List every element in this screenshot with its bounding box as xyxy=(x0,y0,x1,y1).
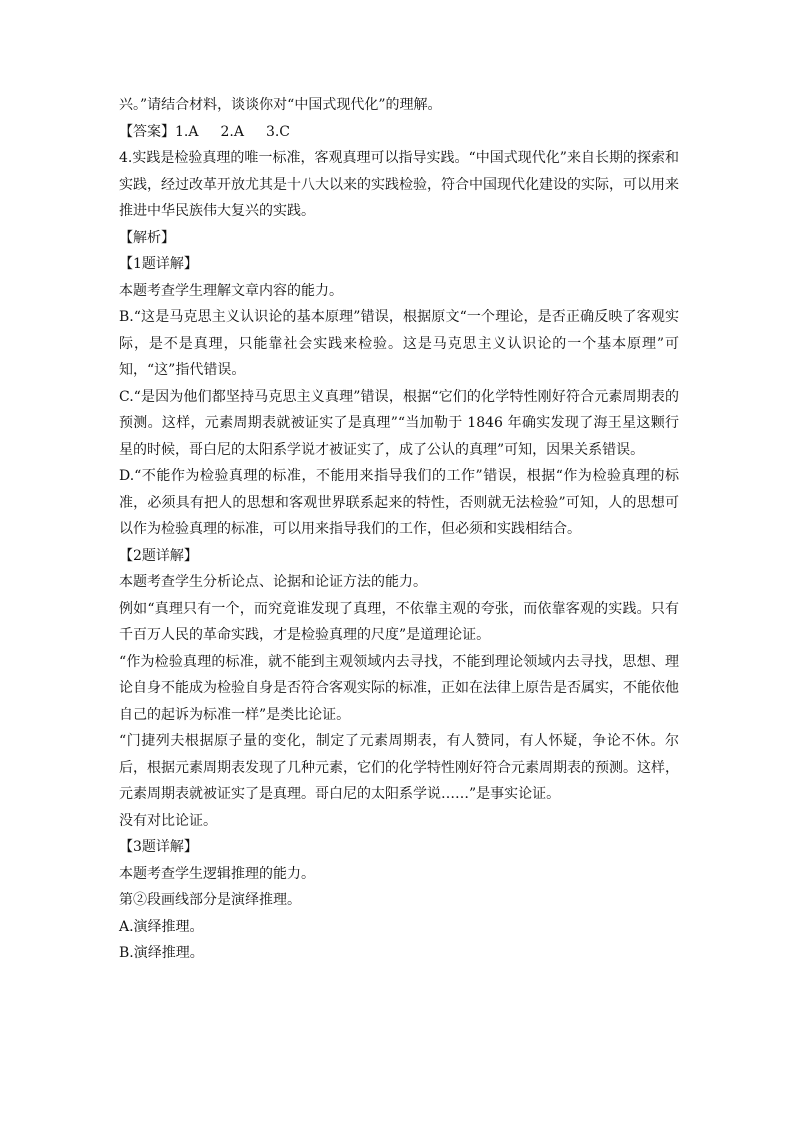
section-heading-q2: 【2题详解】 xyxy=(119,547,198,564)
q2-example-2: “作为检验真理的标准，就不能到主观领域内去寻找，不能到理论领域内去寻找，思想、理论自身不能成为检验自身是否符合客观实际的标准，正如在法律上原告是否属实，不能依他自己的起诉为标准一样”是类比论证。 xyxy=(119,653,679,723)
q3-statement: 第②段画线部分是演绎推理。 xyxy=(119,892,301,908)
q1-intro: 本题考查学生理解文章内容的能力。 xyxy=(119,282,343,299)
answer-label: 【答案】 xyxy=(119,123,175,140)
document-body xyxy=(119,92,679,967)
answer-item-2: 2.A xyxy=(220,123,244,140)
q3-intro: 本题考查学生逻辑推理的能力。 xyxy=(119,865,315,882)
answer-item-1: 1.A xyxy=(175,123,199,140)
q1-option-d: D.“不能作为检验真理的标准，不能用来指导我们的工作”错误，根据“作为检验真理的标准，必须具有把人的思想和客观世界联系起来的特性，否则就无法检验”可知，人的思想可以作为检验真理的标准，可以用来指导我们的工作，但必须和实践相结合。 xyxy=(119,468,679,537)
q2-example-1: 例如“真理只有一个，而究竟谁发现了真理，不依靠主观的夸张，而依靠客观的实践。只有千百万人民的革命实践，才是检验真理的尺度”是道理论证。 xyxy=(119,600,679,643)
section-heading-q3: 【3题详解】 xyxy=(119,839,198,855)
q1-option-c: C.“是因为他们都坚持马克思主义真理”错误，根据“它们的化学特性刚好符合元素周期表的预测。这样，元素周期表就被证实了是真理”“当加勒于 1846 年确实发现了海王星这颗行星的时候，哥白尼的太阳系学说才被证实了，成了公认的真理”可知，因果关系错误。 xyxy=(119,388,679,458)
section-heading-q1: 【1题详解】 xyxy=(119,256,198,272)
answer-item-3: 3.C xyxy=(265,123,291,140)
q3-option-a: A.演绎推理。 xyxy=(119,918,204,935)
section-heading-analysis: 【解析】 xyxy=(119,229,175,246)
question-tail: 兴。”请结合材料，谈谈你对“中国式现代化”的理解。 xyxy=(119,97,442,113)
q2-intro: 本题考查学生分析论点、论据和论证方法的能力。 xyxy=(119,574,427,590)
answer-4-text: 4.实践是检验真理的唯一标准，客观真理可以指导实践。“中国式现代化”来自长期的探索和实践，经过改革开放尤其是十八大以来的实践检验，符合中国现代化建设的实际，可以用来推进中华民族伟大复兴的实践。 xyxy=(119,150,679,219)
q2-example-3: “门捷列夫根据原子量的变化，制定了元素周期表，有人赞同，有人怀疑，争论不休。尔后，根据元素周期表发现了几种元素，它们的化学特性刚好符合元素周期表的预测。这样，元素周期表就被证实了是真理。哥白尼的太阳系学说……”是事实论证。 xyxy=(119,733,679,802)
q3-option-b: B.演绎推理。 xyxy=(119,945,204,961)
q1-option-b: B.“这是马克思主义认识论的基本原理”错误，根据原文“一个理论，是否正确反映了客观实际，是不是真理，只能靠社会实践来检验。这是马克思主义认识论的一个基本原理”可知，“这”指代错误。 xyxy=(119,309,679,378)
answer-line xyxy=(119,119,679,146)
q2-conclusion: 没有对比论证。 xyxy=(119,812,217,829)
